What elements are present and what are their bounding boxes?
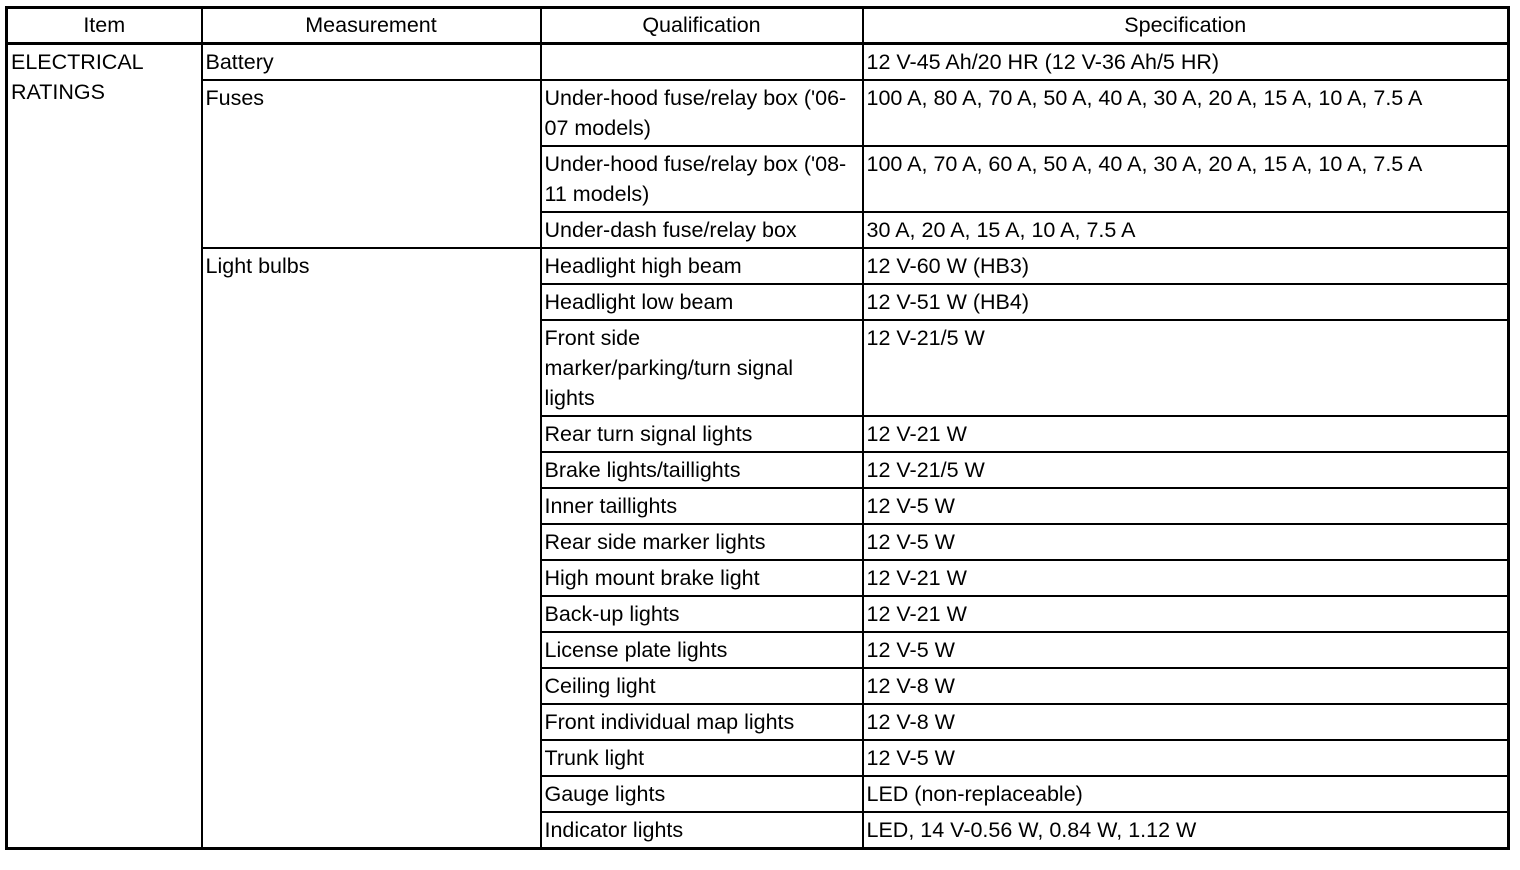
specification-cell: 12 V-51 W (HB4)	[863, 284, 1509, 320]
measurement-fuses: Fuses	[202, 80, 541, 248]
specification-cell: 100 A, 80 A, 70 A, 50 A, 40 A, 30 A, 20 A, 15 A, 10 A, 7.5 A	[863, 80, 1509, 146]
qualification-cell: Back-up lights	[541, 596, 863, 632]
qualification-cell: Inner taillights	[541, 488, 863, 524]
specification-cell: LED (non-replaceable)	[863, 776, 1509, 812]
specification-cell: 12 V-5 W	[863, 740, 1509, 776]
specification-cell: 12 V-21 W	[863, 416, 1509, 452]
measurement-light-bulbs: Light bulbs	[202, 248, 541, 849]
header-measurement: Measurement	[202, 8, 541, 44]
table-row	[7, 80, 1509, 146]
qualification-cell: Headlight high beam	[541, 248, 863, 284]
qualification-cell: Rear side marker lights	[541, 524, 863, 560]
table-row	[7, 44, 1509, 81]
specification-cell: 12 V-21 W	[863, 560, 1509, 596]
qualification-cell: Headlight low beam	[541, 284, 863, 320]
specification-cell: LED, 14 V-0.56 W, 0.84 W, 1.12 W	[863, 812, 1509, 849]
qualification-cell: Ceiling light	[541, 668, 863, 704]
qualification-cell: Brake lights/taillights	[541, 452, 863, 488]
measurement-battery: Battery	[202, 44, 541, 81]
qualification-cell: License plate lights	[541, 632, 863, 668]
specification-cell: 12 V-21/5 W	[863, 452, 1509, 488]
qualification-battery	[541, 44, 863, 81]
qualification-cell: Gauge lights	[541, 776, 863, 812]
specification-cell: 12 V-8 W	[863, 704, 1509, 740]
electrical-ratings-table	[5, 6, 1510, 850]
specification-cell: 12 V-5 W	[863, 524, 1509, 560]
specification-cell: 12 V-21/5 W	[863, 320, 1509, 416]
qualification-cell: Front side marker/parking/turn signal lights	[541, 320, 863, 416]
header-qualification: Qualification	[541, 8, 863, 44]
specification-cell: 12 V-5 W	[863, 632, 1509, 668]
table-row	[7, 248, 1509, 284]
qualification-cell: Under-dash fuse/relay box	[541, 212, 863, 248]
specification-battery: 12 V-45 Ah/20 HR (12 V-36 Ah/5 HR)	[863, 44, 1509, 81]
qualification-cell: Indicator lights	[541, 812, 863, 849]
qualification-cell: Trunk light	[541, 740, 863, 776]
qualification-cell: Under-hood fuse/relay box ('06-07 models)	[541, 80, 863, 146]
item-cell: ELECTRICAL RATINGS	[7, 44, 202, 849]
specification-cell: 12 V-60 W (HB3)	[863, 248, 1509, 284]
specification-cell: 12 V-5 W	[863, 488, 1509, 524]
specification-cell: 12 V-8 W	[863, 668, 1509, 704]
specification-cell: 30 A, 20 A, 15 A, 10 A, 7.5 A	[863, 212, 1509, 248]
qualification-cell: Rear turn signal lights	[541, 416, 863, 452]
qualification-cell: Front individual map lights	[541, 704, 863, 740]
header-specification: Specification	[863, 8, 1509, 44]
qualification-cell: Under-hood fuse/relay box ('08-11 models)	[541, 146, 863, 212]
specification-cell: 12 V-21 W	[863, 596, 1509, 632]
header-row	[7, 8, 1509, 44]
specification-cell: 100 A, 70 A, 60 A, 50 A, 40 A, 30 A, 20 A, 15 A, 10 A, 7.5 A	[863, 146, 1509, 212]
header-item: Item	[7, 8, 202, 44]
qualification-cell: High mount brake light	[541, 560, 863, 596]
